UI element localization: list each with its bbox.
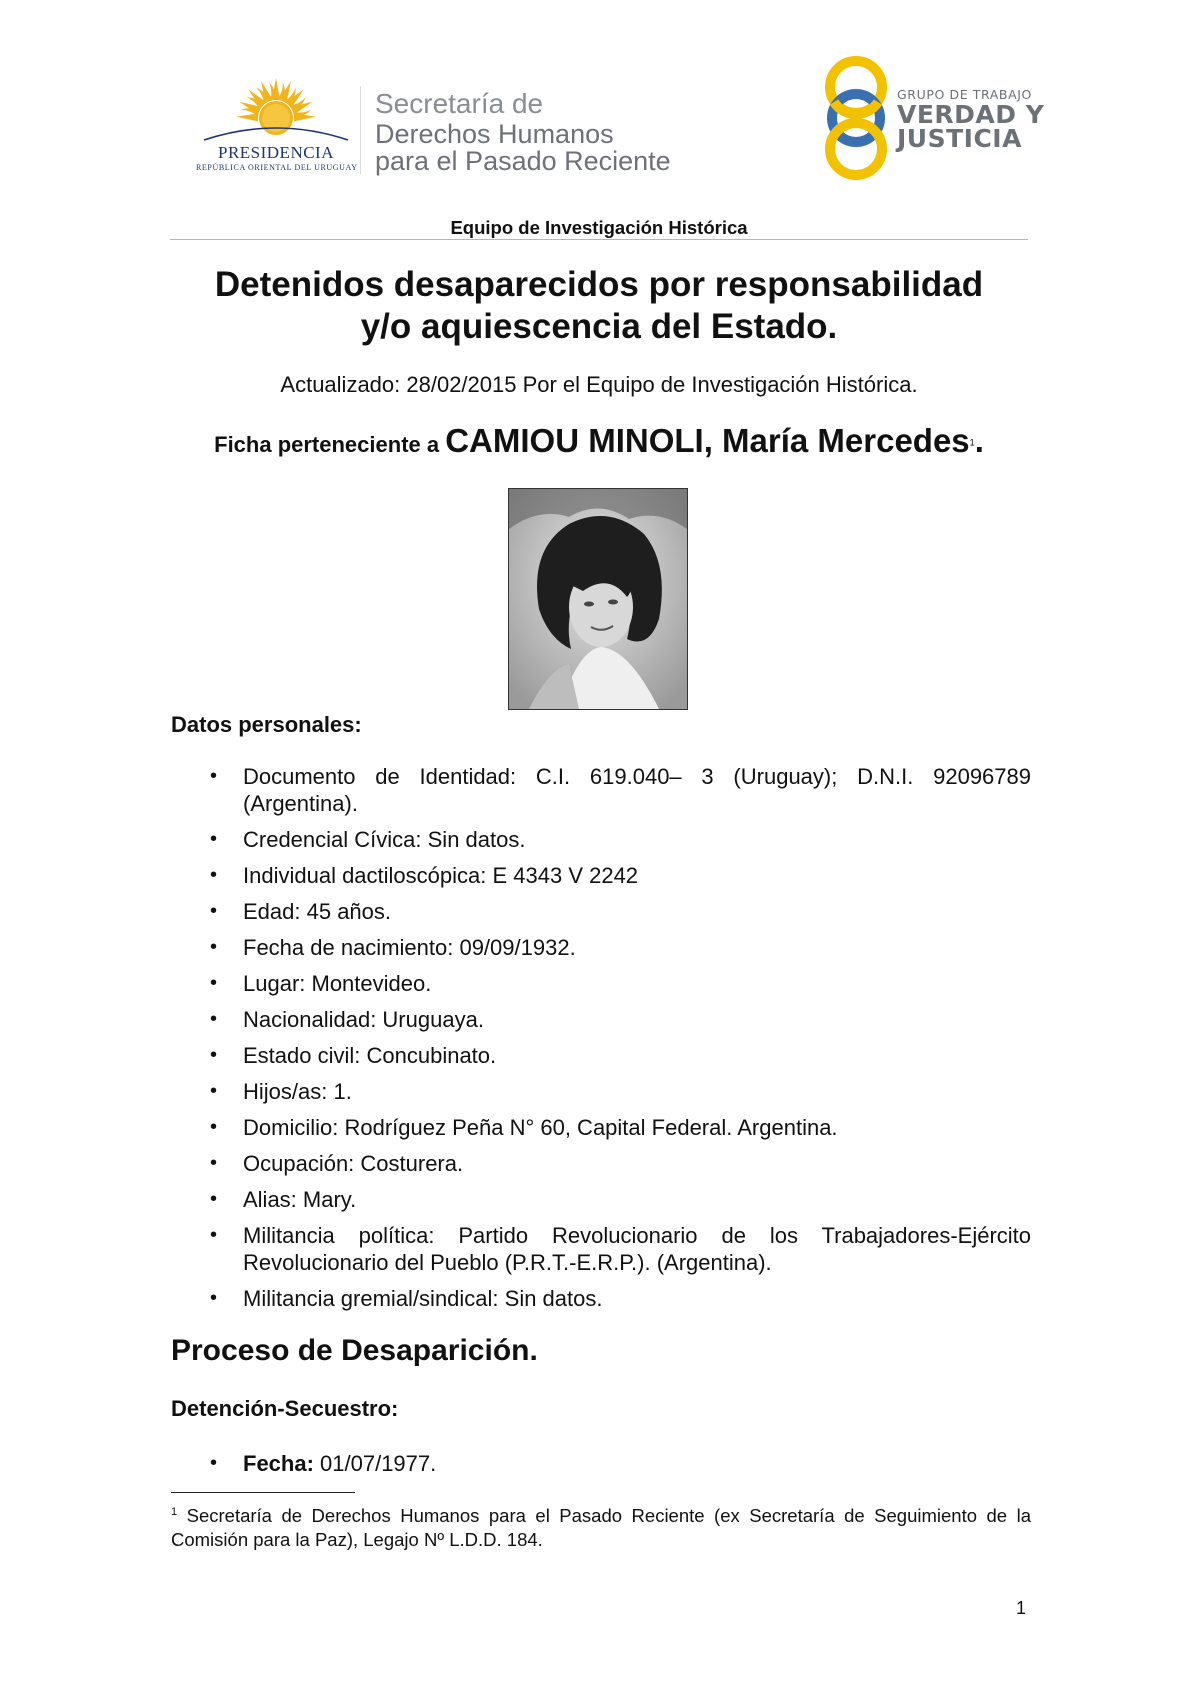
- secretaria-logo-line-2: Derechos Humanos: [375, 119, 614, 149]
- bullet-icon: •: [210, 765, 218, 787]
- vyj-logo-line-2: VERDAD Y: [897, 100, 1045, 129]
- list-item-text: Alias: Mary.: [243, 1187, 357, 1212]
- list-item-text: Edad: 45 años.: [243, 899, 392, 924]
- footnote-reference[interactable]: 1: [969, 437, 975, 448]
- bullet-icon: •: [210, 864, 218, 886]
- secretaria-logo-line-1: Secretaría de: [375, 88, 544, 119]
- list-item-text: Militancia política: Partido Revolucionario de los Trabajadores-Ejército Revolucionario del Pueblo (P.R.T.-E.R.P.). (Argentina).: [243, 1223, 1031, 1275]
- proceso-heading: Proceso de Desaparición.: [171, 1334, 538, 1367]
- page-number: 1: [1016, 1598, 1027, 1618]
- bullet-icon: •: [210, 936, 218, 958]
- list-item-nacionalidad: [171, 1006, 1031, 1033]
- verdad-justicia-rings-logo: [818, 56, 894, 180]
- list-item-ocupacion: [171, 1150, 1031, 1177]
- list-item-nacimiento: [171, 934, 1031, 961]
- document-title: [170, 264, 1028, 348]
- team-header: Equipo de Investigación Histórica: [450, 217, 748, 238]
- list-item-domicilio: [171, 1114, 1031, 1141]
- list-item-text: Individual dactiloscópica: E 4343 V 2242: [243, 863, 639, 888]
- footnote-text: Secretaría de Derechos Humanos para el Pasado Reciente (ex Secretaría de Seguimiento de la Comisión para la Paz), Legajo Nº L.D.D. 184.: [171, 1505, 1031, 1551]
- footnote-rule: [171, 1492, 355, 1493]
- document-title-line-1: Detenidos desaparecidos por responsabilidad: [214, 265, 984, 304]
- list-item-text: Domicilio: Rodríguez Peña N° 60, Capital Federal. Argentina.: [243, 1115, 838, 1140]
- fecha-label: Fecha:: [243, 1451, 314, 1476]
- list-item-text: Credencial Cívica: Sin datos.: [243, 827, 526, 852]
- list-item-credencial: [171, 826, 1031, 853]
- bullet-icon: •: [210, 828, 218, 850]
- updated-line: Actualizado: 28/02/2015 Por el Equipo de Investigación Histórica.: [280, 372, 918, 397]
- secretaria-logo-line-3: para el Pasado Reciente: [375, 146, 671, 176]
- ficha-line: [170, 422, 1028, 460]
- bullet-icon: •: [210, 1452, 218, 1474]
- ficha-end: .: [974, 422, 984, 459]
- logo-separator: [360, 86, 361, 174]
- bullet-icon: •: [210, 900, 218, 922]
- list-item-dactiloscopica: [171, 862, 1031, 889]
- ficha-prefix: Ficha perteneciente a: [214, 432, 446, 457]
- document-title-line-2: y/o aquiescencia del Estado.: [360, 307, 838, 346]
- datos-personales-list: [171, 763, 1031, 1312]
- bullet-icon: •: [210, 1152, 218, 1174]
- list-item-text: Hijos/as: 1.: [243, 1079, 352, 1104]
- fecha-value: 01/07/1977.: [313, 1451, 437, 1476]
- ficha-person-name: CAMIOU MINOLI, María Mercedes: [445, 422, 970, 459]
- presidencia-wordmark: PRESIDENCIA: [217, 143, 334, 162]
- list-item-text: Lugar: Montevideo.: [243, 971, 432, 996]
- detencion-list: [171, 1450, 1031, 1477]
- list-item-text: Militancia gremial/sindical: Sin datos.: [243, 1286, 603, 1311]
- bullet-icon: •: [210, 1287, 218, 1309]
- list-item-hijos: [171, 1078, 1031, 1105]
- list-item-militancia-politica: [171, 1222, 1031, 1276]
- header-rule: [170, 239, 1028, 240]
- detencion-heading: Detención-Secuestro:: [171, 1396, 399, 1421]
- list-item-documento: [171, 763, 1031, 817]
- vyj-logo-line-3: JUSTICIA: [897, 124, 1022, 153]
- footnote: [171, 1500, 1031, 1552]
- list-item-text: Ocupación: Costurera.: [243, 1151, 464, 1176]
- list-item-lugar: [171, 970, 1031, 997]
- list-item-edad: [171, 898, 1031, 925]
- bullet-icon: •: [210, 1116, 218, 1138]
- bullet-icon: •: [210, 1188, 218, 1210]
- list-item-text: Documento de Identidad: C.I. 619.040– 3 (Uruguay); D.N.I. 92096789 (Argentina).: [243, 764, 1031, 816]
- list-item-fecha: [171, 1450, 1031, 1477]
- bullet-icon: •: [210, 1044, 218, 1066]
- footnote-number: 1: [171, 1506, 178, 1518]
- bullet-icon: •: [210, 1008, 218, 1030]
- list-item-militancia-gremial: [171, 1285, 1031, 1312]
- list-item-alias: [171, 1186, 1031, 1213]
- bullet-icon: •: [210, 1224, 218, 1246]
- bullet-icon: •: [210, 972, 218, 994]
- list-item-text: Nacionalidad: Uruguaya.: [243, 1007, 484, 1032]
- list-item-estado-civil: [171, 1042, 1031, 1069]
- vyj-logo-line-1: GRUPO DE TRABAJO: [897, 87, 1032, 102]
- presidencia-subtitle: REPÚBLICA ORIENTAL DEL URUGUAY: [196, 163, 358, 172]
- portrait-photo: [508, 488, 688, 710]
- list-item-text: Estado civil: Concubinato.: [243, 1043, 497, 1068]
- bullet-icon: •: [210, 1080, 218, 1102]
- list-item-text: Fecha de nacimiento: 09/09/1932.: [243, 935, 576, 960]
- datos-personales-heading: Datos personales:: [171, 712, 362, 737]
